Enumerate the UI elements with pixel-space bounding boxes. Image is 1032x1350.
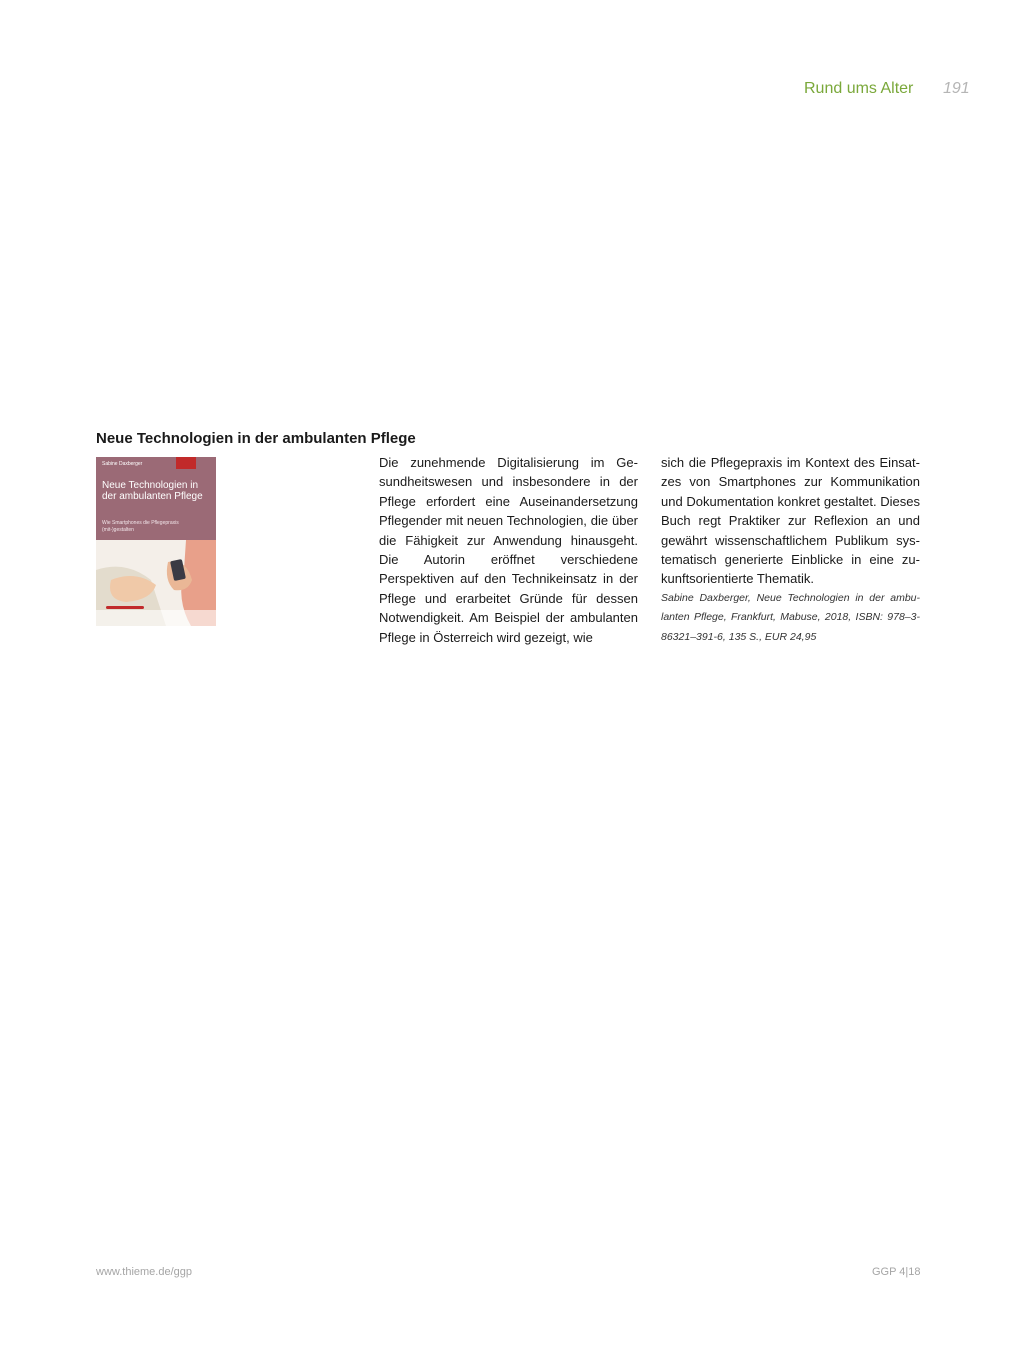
book-cover-image — [96, 457, 216, 626]
article-body-column-1 — [379, 453, 638, 647]
article-body-column-2 — [661, 453, 920, 647]
article-body-text-1: Die zunehmende Digitalisierung im Gesundheitswesen und insbesondere in der Pflege erfordert eine Auseinandersetzung Pflegender mit neuen Technologien, die über die Fähigkeit zur Anwendung hinausgeht. Die Autorin eröffnet verschiedene Perspektiven auf den Technikeinsatz in der Pflege und erarbeitet Gründe für dessen Notwendigkeit. Am Beispiel der ambulanten Pflege in Österreich wird gezeigt, wie — [379, 455, 638, 645]
book-citation: Sabine Daxberger, Neue Technologien in der ambulanten Pflege, Frankfurt, Mabuse, 2018, ISBN: 978–3-86321–391-6, 135 S., EUR 24,95 — [661, 591, 920, 643]
cover-author: Sabine Daxberger — [102, 461, 143, 467]
page-number: 191 — [943, 80, 970, 97]
running-header-section: Rund ums Alter — [804, 80, 914, 97]
footer-issue: GGP 4|18 — [872, 1266, 921, 1278]
cover-title: Neue Technologien in der ambulanten Pflege — [102, 480, 203, 502]
cover-photo — [96, 540, 216, 626]
footer-url-link[interactable]: www.thieme.de/ggp — [96, 1266, 192, 1278]
cover-subtitle: Wie Smartphones die Pflegepraxis (mit-)gestalten — [102, 520, 179, 533]
cover-accent — [176, 457, 196, 469]
cover-band — [96, 457, 216, 540]
article-body-text-2: sich die Pflegepraxis im Kontext des Einsatzes von Smartphones zur Kommunikation und Dokumentation konkret gestaltet. Dieses Buch regt Praktiker zur Reflexion an und gewährt wissenschaftlichem Publikum systematisch generierte Einblicke in eine zukunftsorientierte Thematik. — [661, 455, 920, 587]
article-title: Neue Technologien in der ambulanten Pflege — [96, 430, 416, 447]
